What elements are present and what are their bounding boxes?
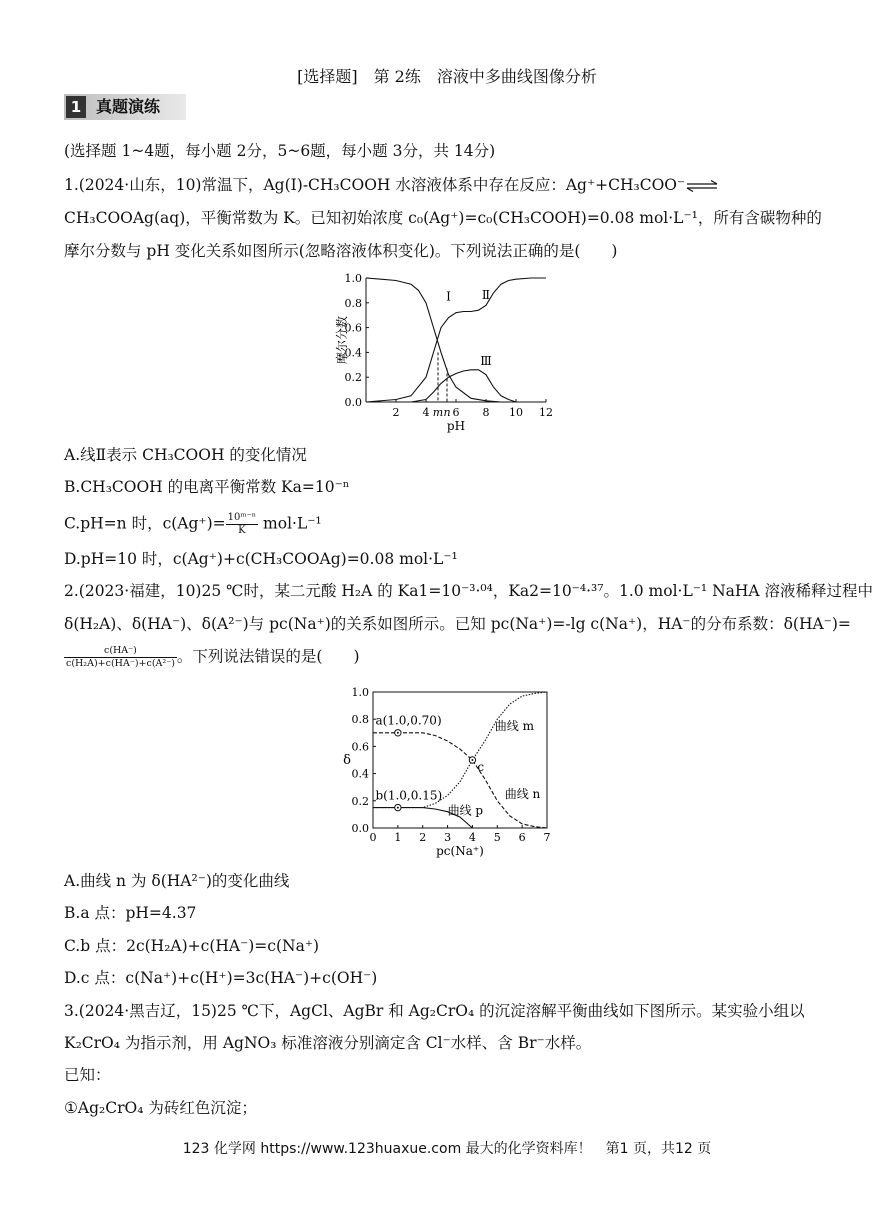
data-point-center [471, 759, 473, 761]
q2-option-a: A.曲线 n 为 δ(HA²⁻)的变化曲线 [64, 872, 290, 890]
marker-label: m [432, 406, 444, 419]
data-point-center [397, 732, 399, 734]
y-tick-label: 0.4 [344, 346, 362, 360]
curve-label: Ⅰ [446, 289, 451, 304]
q1-option-b: B.CH₃COOH 的电离平衡常数 Ka=10⁻ⁿ [64, 478, 350, 496]
x-tick-label: 7 [543, 831, 551, 844]
x-tick-label: 1 [394, 831, 402, 844]
q2-option-b: B.a 点：pH=4.37 [64, 904, 197, 922]
x-axis-label: pH [446, 419, 466, 433]
y-tick-label: 0.4 [351, 767, 369, 781]
y-tick-label: 1.0 [344, 272, 362, 285]
data-point-center [397, 807, 399, 809]
equilibrium-arrow-icon [685, 180, 719, 192]
point-label: a(1.0,0.70) [375, 713, 442, 728]
page-title: [选择题] 第 2练 溶液中多曲线图像分析 [297, 67, 597, 86]
chart-molar-fraction-vs-ph [330, 268, 570, 440]
x-tick-label: 4 [468, 831, 476, 844]
y-tick-label: 0.2 [344, 371, 362, 385]
q1-option-c-fraction [226, 512, 258, 537]
y-tick-label: 0.0 [344, 396, 362, 409]
y-tick-label: 0.6 [344, 321, 362, 335]
intro-text: (选择题 1~4题，每小题 2分，5~6题，每小题 3分，共 14分) [64, 142, 496, 160]
q1-option-c-post: mol·L⁻¹ [258, 514, 322, 533]
marker-label: n [443, 406, 451, 419]
section-number: 1 [66, 96, 86, 118]
section-label: 真题演练 [96, 97, 161, 116]
q2-line-1: 2.(2023·福建，10)25 ℃时，某二元酸 H₂A 的 Ka1=10⁻³·⁰⁴，Ka2=10⁻⁴·³⁷。1.0 mol·L⁻¹ NaHA 溶液稀释过程中 [64, 582, 874, 600]
q1-line-2: CH₃COOAg(aq)，平衡常数为 K。已知初始浓度 c₀(Ag⁺)=c₀(CH₃COOH)=0.08 mol·L⁻¹，所有含碳物种的 [64, 209, 822, 227]
q2-line-3 [64, 645, 360, 670]
y-tick-label: 0.8 [344, 296, 362, 310]
fraction-denominator: K [238, 525, 246, 536]
q3-line-1: 3.(2024·黑吉辽，15)25 ℃下，AgCl、AgBr 和 Ag₂CrO₄ 的沉淀溶解平衡曲线如下图所示。某实验小组以 [64, 1002, 805, 1020]
q2-option-d: D.c 点：c(Na⁺)+c(H⁺)=3c(HA⁻)+c(OH⁻) [64, 969, 378, 987]
x-tick-label: 8 [482, 406, 490, 419]
x-tick-label: 10 [509, 406, 523, 419]
page-footer: 123 化学网 https://www.123huaxue.com 最大的化学资料库！ 第1 页，共12 页 [182, 1141, 712, 1157]
x-tick-label: 6 [452, 406, 460, 419]
q3-line-3: 已知： [64, 1066, 111, 1084]
series-line-2 [366, 278, 546, 402]
x-tick-label: 2 [419, 831, 427, 844]
q1-option-c [64, 512, 322, 537]
y-tick-label: 0.2 [351, 794, 369, 808]
curve-label: Ⅱ [481, 288, 491, 303]
x-tick-label: 5 [493, 831, 501, 844]
x-tick-label: 12 [539, 406, 553, 419]
section-header [64, 94, 186, 120]
q3-line-4: ①Ag₂CrO₄ 为砖红色沉淀； [64, 1099, 257, 1117]
y-axis-label: 摩尔分数 [335, 315, 349, 365]
curve-label: 曲线 p [447, 803, 484, 818]
x-axis-label: pc(Na⁺) [436, 844, 484, 858]
y-tick-label: 1.0 [351, 686, 369, 699]
x-tick-label: 0 [369, 831, 377, 844]
q2-fraction [64, 645, 177, 670]
x-tick-label: 4 [422, 406, 430, 419]
q1-option-a: A.线Ⅱ表示 CH₃COOH 的变化情况 [64, 446, 307, 464]
q2-line-3-text: 。下列说法错误的是( ) [176, 647, 360, 666]
curve-label: Ⅲ [480, 353, 492, 368]
x-tick-label: 3 [444, 831, 452, 844]
q1-line-1-text: 1.(2024·山东，10)常温下，Ag(Ⅰ)-CH₃COOH 水溶液体系中存在反应：Ag⁺+CH₃COO⁻ [64, 176, 686, 194]
y-axis-label: δ [343, 753, 351, 768]
x-tick-label: 6 [518, 831, 526, 844]
fraction-numerator: 10ᵐ⁻ⁿ [227, 512, 257, 523]
q2-line-2: δ(H₂A)、δ(HA⁻)、δ(A²⁻)与 pc(Na⁺)的关系如图所示。已知 pc(Na⁺)=-lg c(Na⁺)，HA⁻的分布系数：δ(HA⁻)= [64, 615, 851, 633]
q1-option-c-pre: C.pH=n 时，c(Ag⁺)= [64, 514, 226, 533]
q3-line-2: K₂CrO₄ 为指示剂，用 AgNO₃ 标准溶液分别滴定含 Cl⁻水样、含 Br⁻水样。 [64, 1034, 592, 1052]
y-tick-label: 0.8 [351, 713, 369, 727]
series-line-1 [366, 278, 546, 402]
curve-label: 曲线 m [494, 719, 535, 734]
point-label: c [477, 759, 485, 774]
y-tick-label: 0.6 [351, 740, 369, 754]
q1-line-3: 摩尔分数与 pH 变化关系如图所示(忽略溶液体积变化)。下列说法正确的是( ) [64, 242, 618, 260]
curve-label: 曲线 n [504, 787, 541, 802]
chart-delta-vs-pcna [335, 680, 565, 860]
fraction-numerator: c(HA⁻) [64, 645, 177, 658]
point-label: b(1.0,0.15) [375, 788, 443, 803]
q2-option-c: C.b 点：2c(H₂A)+c(HA⁻)=c(Na⁺) [64, 937, 320, 955]
q1-line-1 [64, 174, 719, 196]
q1-option-d: D.pH=10 时，c(Ag⁺)+c(CH₃COOAg)=0.08 mol·L⁻¹ [64, 550, 458, 568]
x-tick-label: 2 [392, 406, 400, 419]
y-tick-label: 0.0 [351, 822, 369, 835]
fraction-denominator: c(H₂A)+c(HA⁻)+c(A²⁻) [66, 658, 175, 669]
